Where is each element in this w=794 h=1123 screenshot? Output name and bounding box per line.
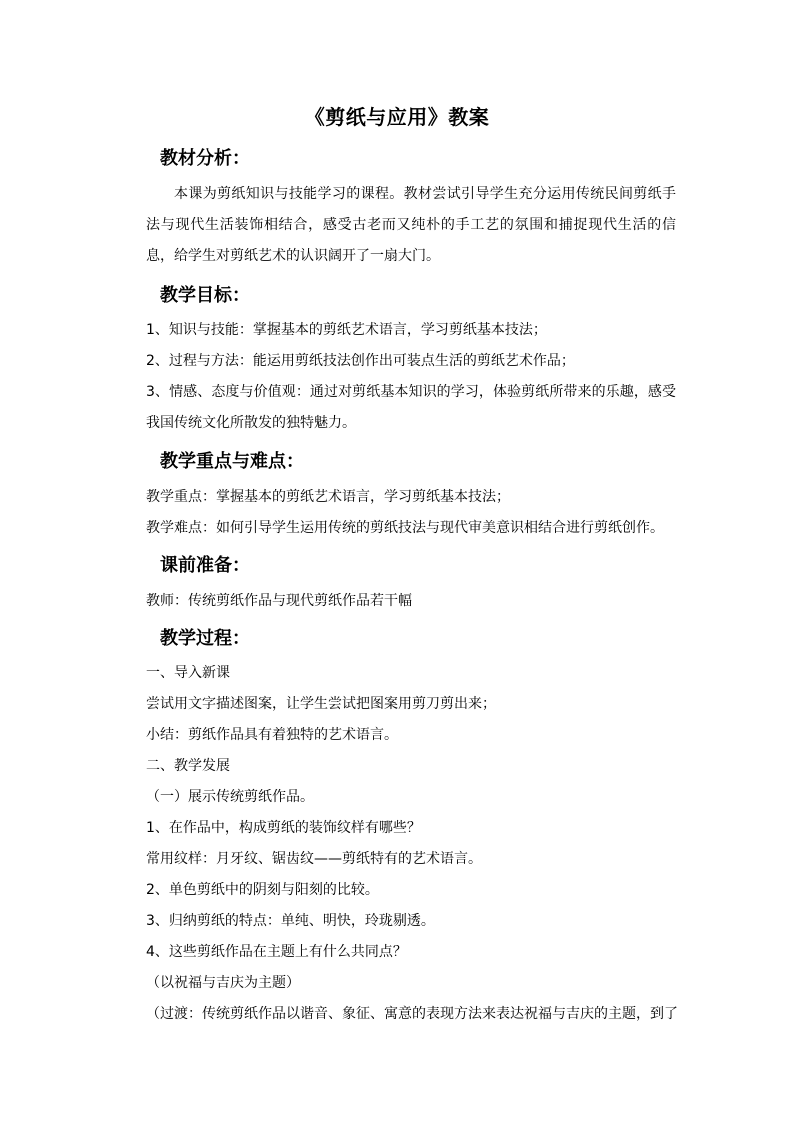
process-line: 3、归纳剪纸的特点：单纯、明快，玲珑剔透。 — [146, 913, 435, 929]
heading-focus: 教学重点与难点： — [160, 451, 304, 472]
process-line: 常用纹样：月牙纹、锯齿纹——剪纸特有的艺术语言。 — [146, 851, 482, 867]
heading-prep: 课前准备： — [160, 555, 250, 576]
process-line: 1、在作品中，构成剪纸的装饰纹样有哪些？ — [146, 820, 421, 836]
focus-key-point: 教学重点：掌握基本的剪纸艺术语言，学习剪纸基本技法； — [146, 489, 510, 505]
process-line: 二、教学发展 — [146, 758, 230, 774]
process-line: 尝试用文字描述图案，让学生尝试把图案用剪刀剪出来； — [146, 696, 496, 712]
heading-process: 教学过程： — [160, 628, 250, 649]
goal-item-1: 1、知识与技能：掌握基本的剪纸艺术语言，学习剪纸基本技法； — [146, 322, 547, 338]
process-line: 一、导入新课 — [146, 665, 230, 681]
goal-item-3: 3、情感、态度与价值观：通过对剪纸基本知识的学习，体验剪纸所带来的乐趣，感受我国传统文化所散发的独特魅力。 — [146, 384, 676, 431]
prep-teacher: 教师：传统剪纸作品与现代剪纸作品若干幅 — [146, 593, 412, 609]
process-line: 4、这些剪纸作品在主题上有什么共同点？ — [146, 944, 407, 960]
process-line: 2、单色剪纸中的阴刻与阳刻的比较。 — [146, 882, 379, 898]
heading-analysis: 教材分析： — [160, 148, 250, 169]
process-line: （一）展示传统剪纸作品。 — [146, 789, 314, 805]
heading-goals: 教学目标： — [160, 285, 250, 306]
process-line: （过渡：传统剪纸作品以谐音、象征、寓意的表现方法来表达祝福与吉庆的主题，到了 — [146, 1006, 678, 1022]
goal-item-2: 2、过程与方法：能运用剪纸技法创作出可装点生活的剪纸艺术作品； — [146, 353, 575, 369]
focus-difficulty: 教学难点：如何引导学生运用传统的剪纸技法与现代审美意识相结合进行剪纸创作。 — [146, 520, 664, 536]
analysis-paragraph: 本课为剪纸知识与技能学习的课程。教材尝试引导学生充分运用传统民间剪纸手法与现代生活装饰相结合，感受古老而又纯朴的手工艺的氛围和捕捉现代生活的信息，给学生对剪纸艺术的认识阔开了一扇大门。 — [146, 186, 676, 264]
process-line: 小结：剪纸作品具有着独特的艺术语言。 — [146, 727, 398, 743]
document-title: 《剪纸与应用》教案 — [304, 105, 490, 129]
process-line: （以祝福与吉庆为主题） — [146, 975, 300, 991]
